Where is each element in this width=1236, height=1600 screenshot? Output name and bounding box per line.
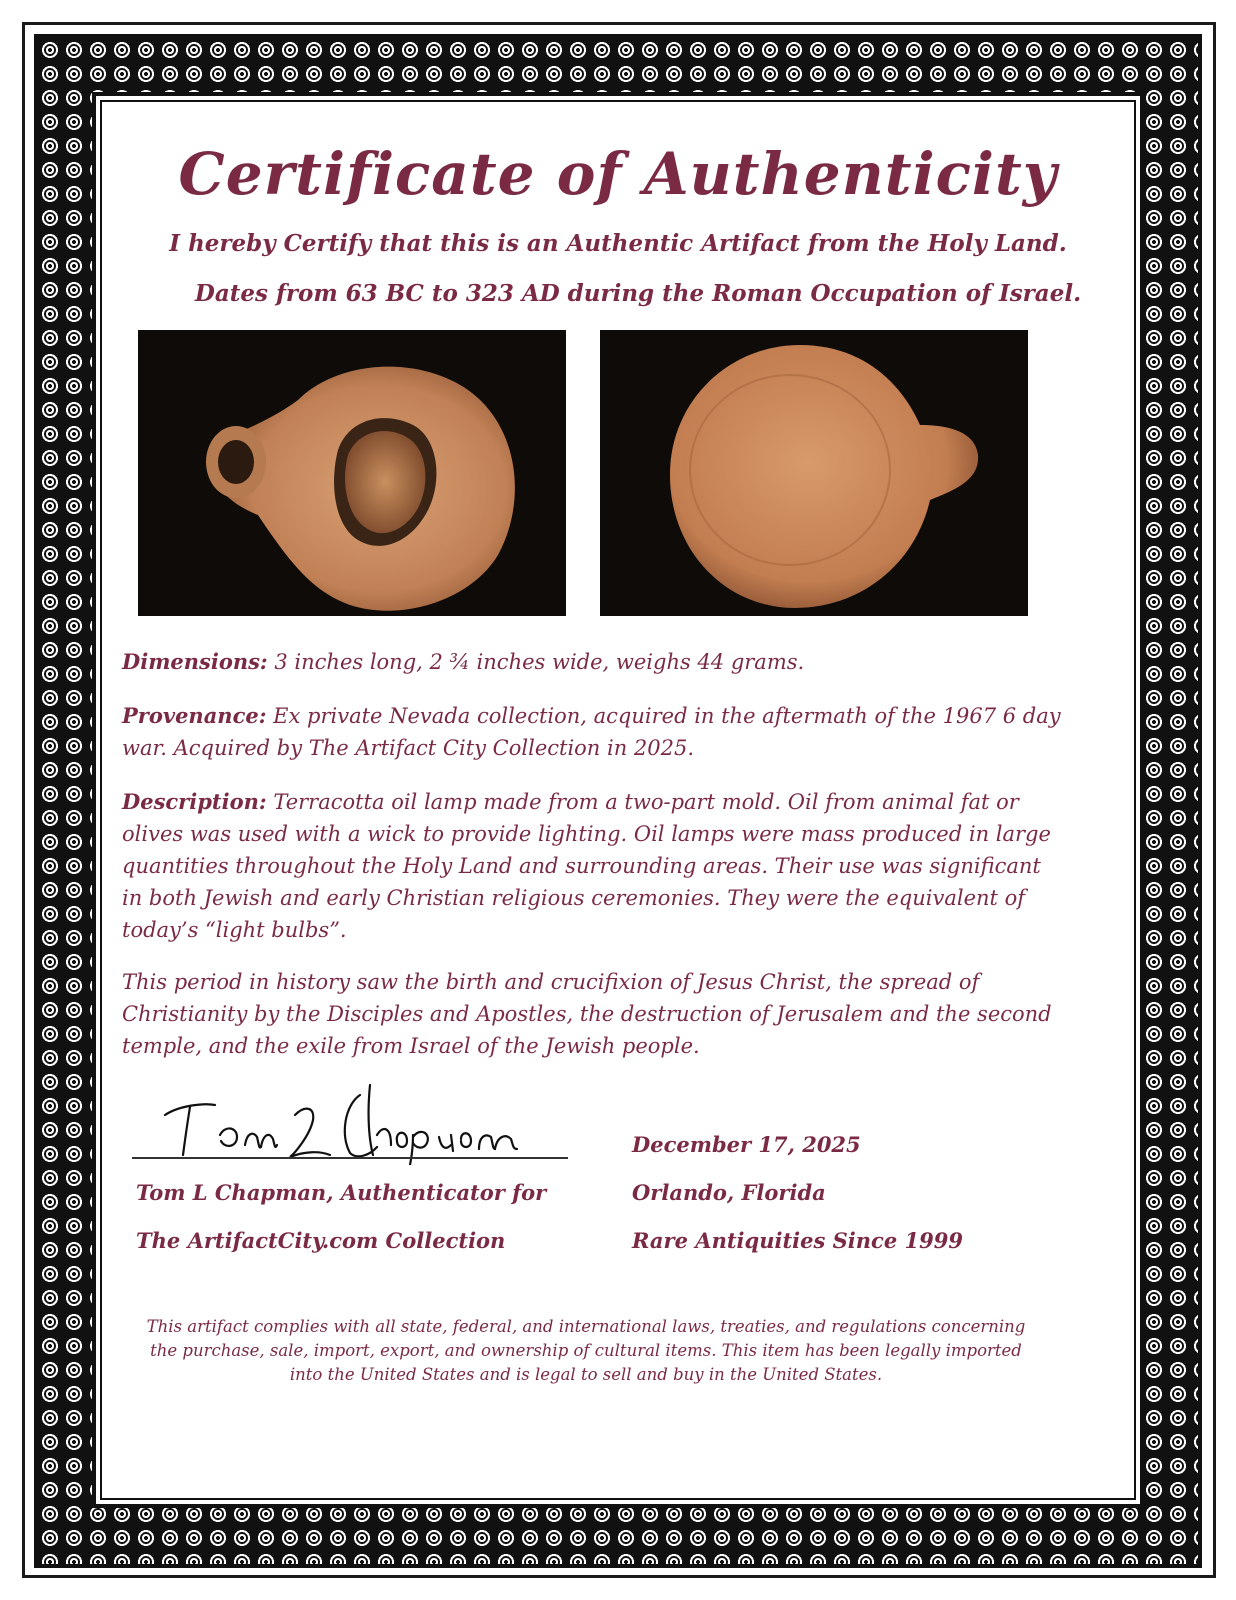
dimensions-label: Dimensions:: [122, 649, 268, 674]
signature-image: [145, 1075, 565, 1165]
authenticator-line-2: The ArtifactCity.com Collection: [136, 1228, 506, 1253]
lamp-photo-bottom: [600, 330, 1028, 616]
signature-line: [132, 1157, 568, 1159]
provenance-text: Ex private Nevada collection, acquired in the aftermath of the 1967 6 day war. Acquired by The Artifact City Collection in 2025.: [122, 704, 1061, 760]
tagline: Rare Antiquities Since 1999: [632, 1228, 963, 1253]
provenance-paragraph: [122, 700, 1062, 764]
lamp-photo-top: [138, 330, 566, 616]
dimensions-text: 3 inches long, 2 ¾ inches wide, weighs 44 grams.: [274, 650, 805, 674]
description-text: Terracotta oil lamp made from a two-part mold. Oil from animal fat or olives was used with a wick to provide lighting. Oil lamps were mass produced in large quantities throughout the Holy Land and surrounding areas. Their use was significant in both Jewish and early Christian religious ceremonies. They were the equivalent of today’s “light bulbs”.: [122, 790, 1051, 942]
certificate-location: Orlando, Florida: [632, 1180, 826, 1205]
certificate-body: [100, 100, 1136, 1500]
history-paragraph: This period in history saw the birth and crucifixion of Jesus Christ, the spread of Christianity by the Disciples and Apostles, the destruction of Jerusalem and the second temple, and the exile from Israel of the Jewish people.: [122, 970, 1052, 1058]
certificate-title: Certificate of Authenticity: [178, 140, 1058, 208]
lamp-bottom-image: [600, 330, 1028, 616]
description-label: Description:: [122, 789, 267, 814]
authenticator-line-1: Tom L Chapman, Authenticator for: [136, 1180, 547, 1205]
legal-notice: This artifact complies with all state, federal, and international laws, treaties, and regulations concerning the purchase, sale, import, export, and ownership of cultural items. This item has been legally imported into the United States and is legal to sell and buy in the United States.: [146, 1317, 1026, 1384]
lamp-top-image: [138, 330, 566, 616]
dates-line: Dates from 63 BC to 323 AD during the Roman Occupation of Israel.: [194, 280, 1082, 307]
provenance-label: Provenance:: [122, 703, 267, 728]
certify-line: I hereby Certify that this is an Authentic Artifact from the Holy Land.: [169, 230, 1067, 257]
dimensions-paragraph: [122, 646, 1062, 678]
certificate-date: December 17, 2025: [632, 1132, 861, 1157]
description-paragraph: [122, 786, 1062, 946]
signature-scrawl: [145, 1075, 565, 1165]
